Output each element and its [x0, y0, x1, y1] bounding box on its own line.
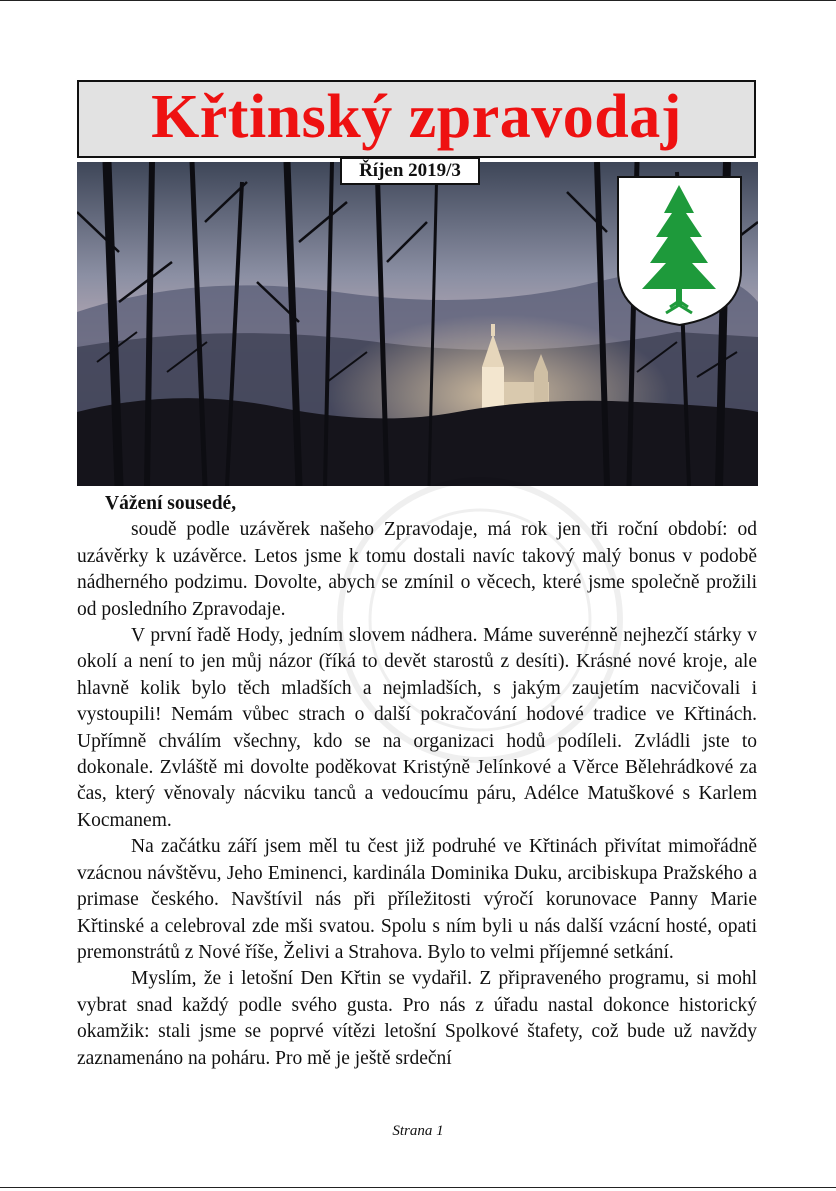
salutation: Vážení sousedé,	[105, 493, 237, 514]
masthead	[77, 80, 756, 158]
article-paragraph: Myslím, že i letošní Den Křtin se vydařil. Z připraveného programu, si mohl vybrat snad každý podle svého gusta. Pro nás z úřadu nastal dokonce historický okamžik: stali jsme se poprvé vítězi letošní Spolkové štafety, což bude už navždy zaznamenáno na poháru. Pro mě je ještě srdeční	[77, 968, 757, 1069]
bottom-rule	[0, 1187, 836, 1188]
article-paragraph: Na začátku září jsem měl tu čest již podruhé ve Křtinách přivítat mimořádně vzácnou návštěvu, Jeho Eminenci, kardinála Dominika Duku, arcibiskupa Pražského a primase českého. Navštívil nás při příležitosti výročí korunovace Panny Marie Křtinské a celebroval zde mši svatou. Spolu s ním byli u nás další vzácní hosté, opati premonstrátů z Nové říše, Želivi a Strahova. Bylo to velmi příjemné setkání.	[77, 836, 757, 963]
masthead-title: Křtinský zpravodaj	[151, 83, 682, 151]
page-number: Strana 1	[392, 1123, 444, 1139]
article	[77, 491, 757, 1072]
article-paragraph: soudě podle uzávěrek našeho Zpravodaje, má rok jen tři roční období: od uzávěrky k uzávěrce. Letos jsme k tomu dostali navíc takový malý bonus v podobě nádherného podzimu. Dovolte, abych se zmínil o věcech, které jsme společně prožili od posledního Zpravodaje.	[77, 519, 757, 620]
issue-badge: Říjen 2019/3	[340, 157, 480, 185]
article-paragraph: V první řadě Hody, jedním slovem nádhera. Máme suverénně nejhezčí stárky v okolí a není to jen můj názor (říká to devět starostů z desíti). Krásné nové kroje, ale hlavně kolik bylo těch mladších a nejmladších, s jakým zaujetím nacvičovali i vystoupili! Nemám vůbec strach o další pokračování hodové tradice ve Křtinách. Upřímně chválím všechny, kdo se na organizaci hodů podíleli. Zvládli jste to dokonale. Zvláště mi dovolte poděkovat Kristýně Jelínkové a Věrce Bělehrádkové za čas, který věnovaly nácviku tanců a vedoucímu páru, Adélce Matuškové s Karlem Kocmanem.	[77, 625, 757, 831]
top-rule	[0, 0, 836, 1]
coat-of-arms-icon	[616, 175, 743, 327]
